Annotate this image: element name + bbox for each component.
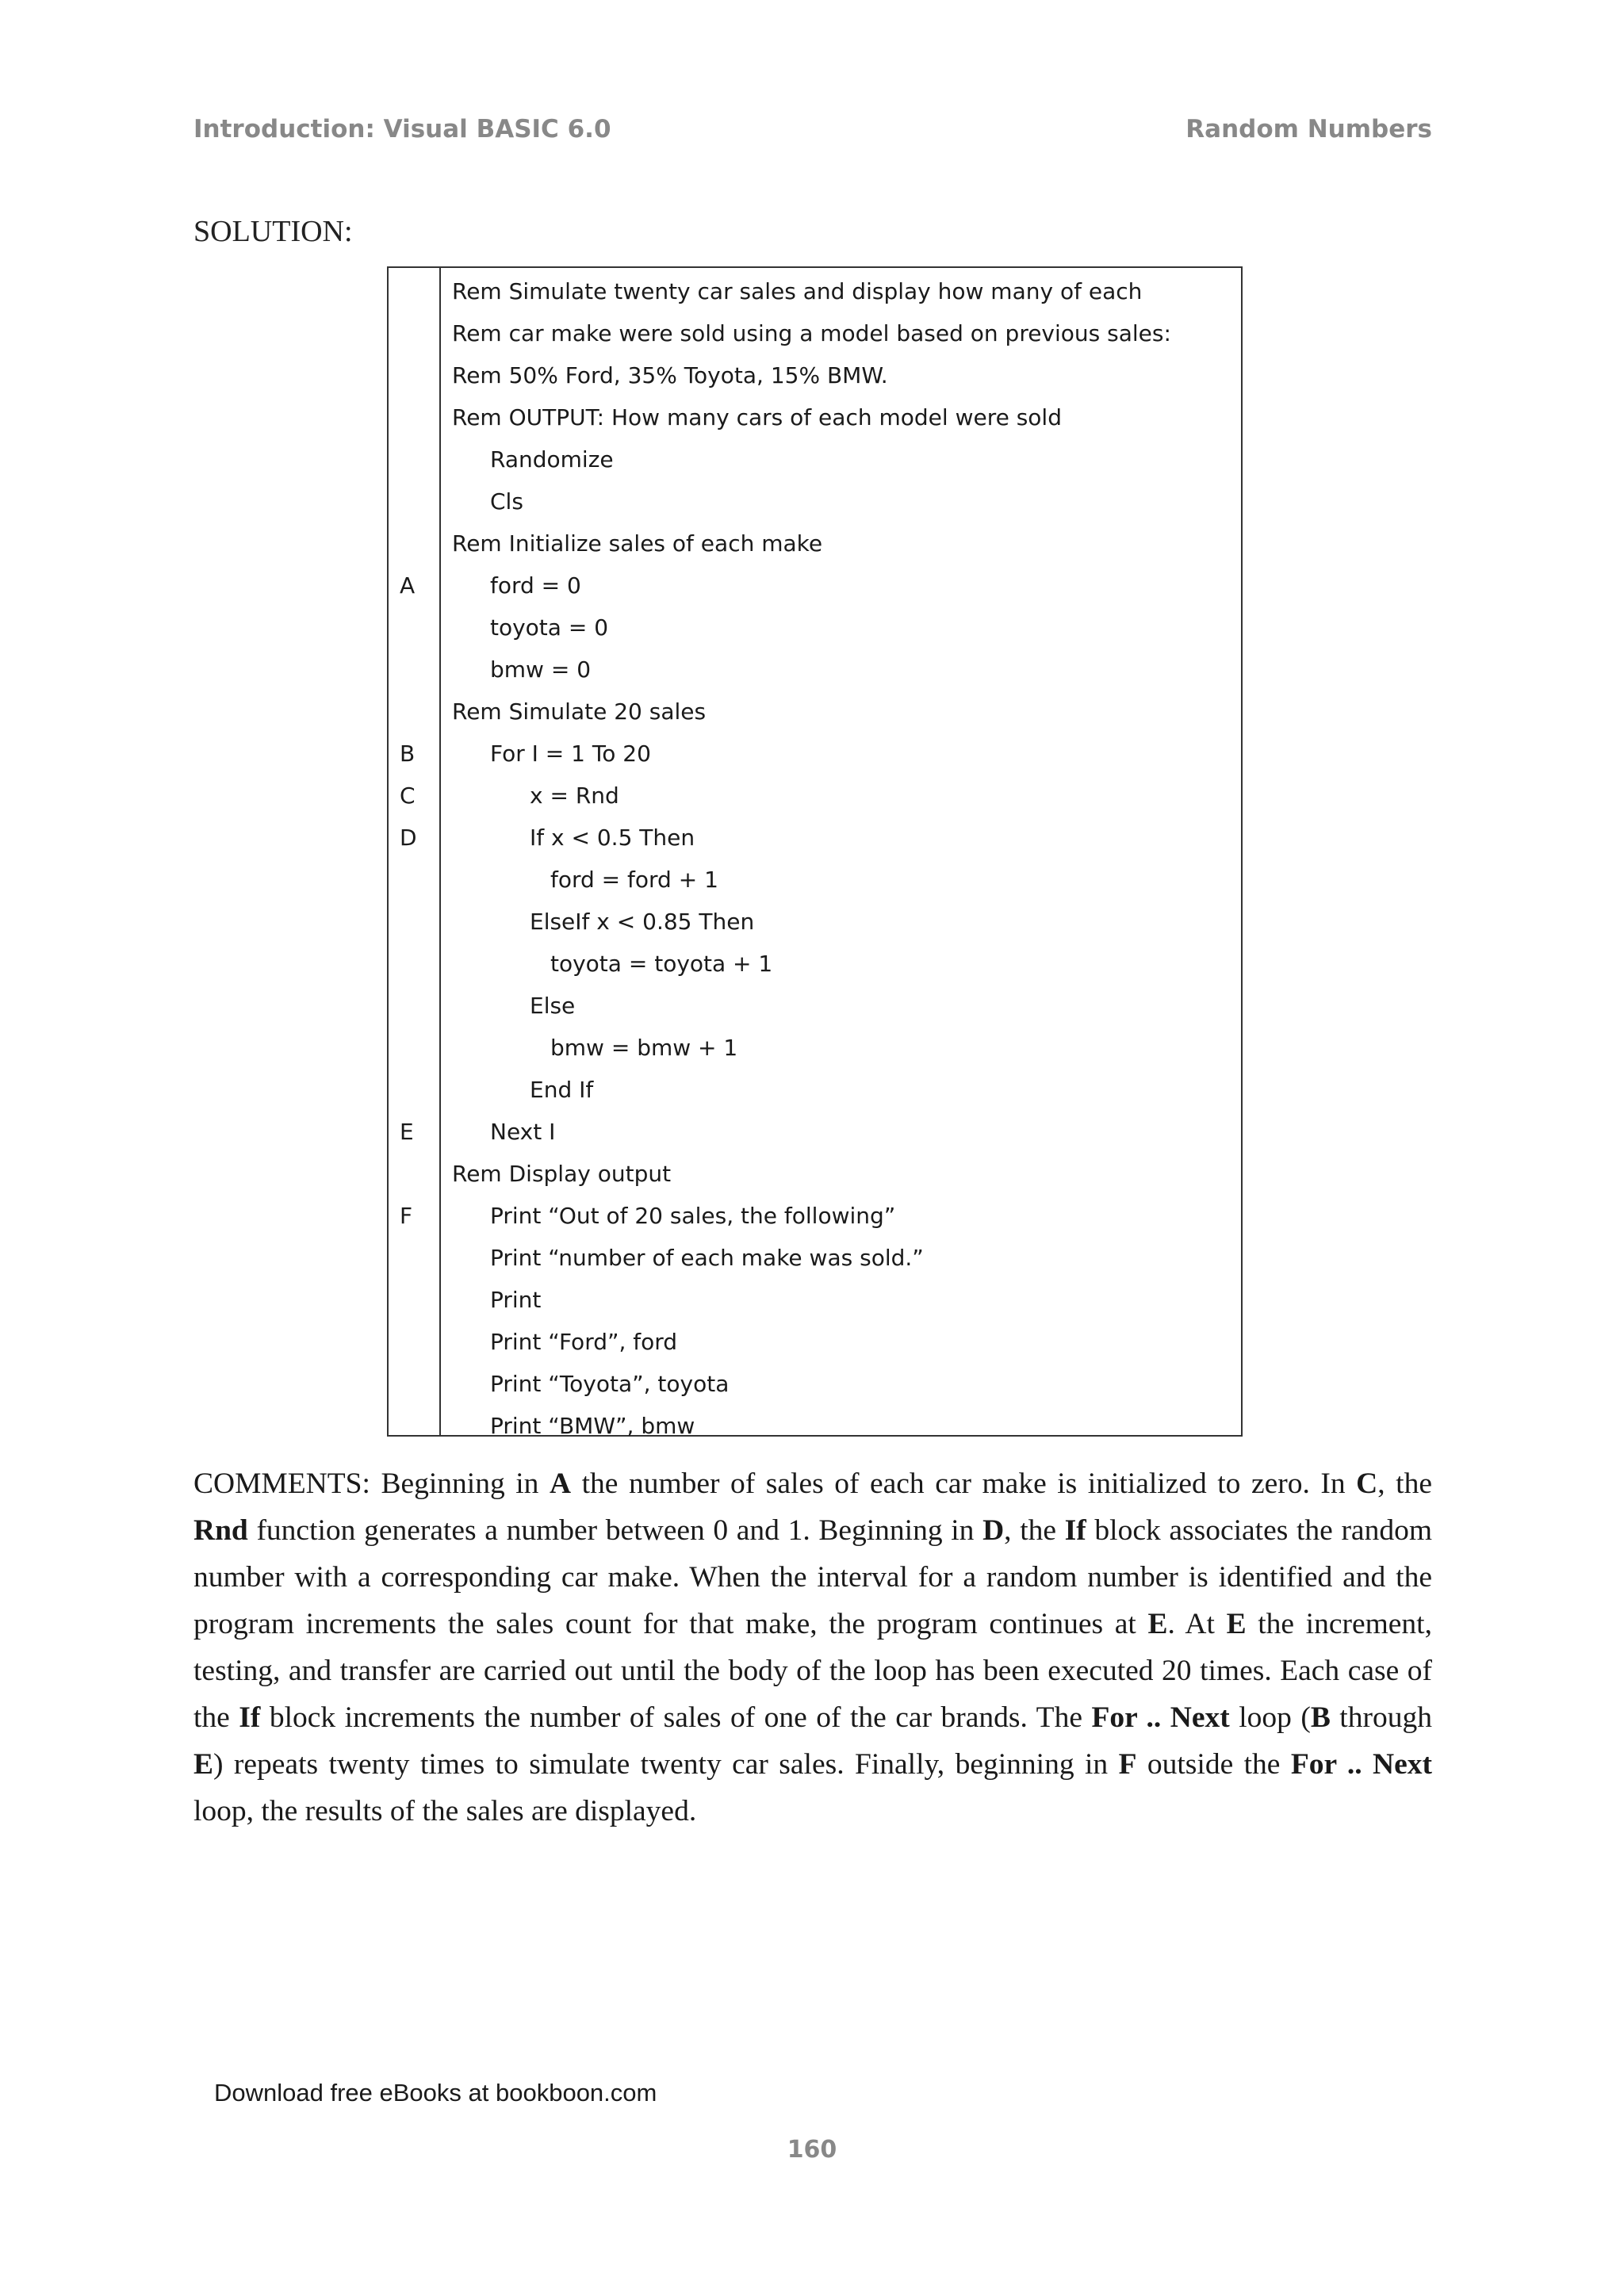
code-line [389,859,1241,901]
code-line-label: A [400,572,416,599]
code-line [389,396,1241,438]
comment-text: the increment, testing, and transfer are carried out until the body of the loop has been executed 20 times. Each case of the [193,1608,1432,1734]
code-line [389,1195,1241,1237]
code-line [389,354,1241,396]
code-line-text: bmw = bmw + 1 [550,1035,738,1061]
comment-text: , the [1377,1468,1432,1500]
code-line [389,1153,1241,1195]
code-line-text: bmw = 0 [490,656,592,683]
code-line-text: Cls [490,488,523,515]
comment-keyword: E [193,1748,214,1781]
comment-text: . At [1167,1608,1227,1640]
code-line-text: Print “Ford”, ford [490,1329,678,1355]
code-line [389,1237,1241,1279]
code-line [389,985,1241,1027]
code-line [389,607,1241,649]
code-line-text: Print “Toyota”, toyota [490,1371,730,1397]
code-listing [387,266,1243,1437]
running-head-title: Introduction: Visual BASIC 6.0 [193,115,611,144]
code-line-text: Rem car make were sold using a model based on previous sales: [452,320,1171,346]
code-line-text: Randomize [490,446,614,473]
comment-text: outside the [1136,1748,1291,1781]
comment-keyword: E [1226,1608,1247,1640]
code-line-text: Rem Simulate 20 sales [452,698,707,725]
code-line [389,480,1241,522]
code-line-text: ElseIf x < 0.85 Then [530,909,755,935]
code-line-text: Else [530,993,576,1019]
code-line-text: ford = ford + 1 [550,867,718,893]
code-line [389,649,1241,691]
comment-keyword: If [239,1701,261,1734]
code-line [389,817,1241,859]
code-line-text: Print “number of each make was sold.” [490,1245,924,1271]
code-line-label: E [400,1119,414,1145]
code-line-text: Print [490,1287,542,1313]
comment-text: function generates a number between 0 and 1. Beginning in [247,1514,983,1547]
comment-text: COMMENTS: Beginning in [193,1468,550,1500]
code-line [389,1363,1241,1405]
code-line-text: x = Rnd [530,783,619,809]
code-line [389,943,1241,985]
code-line-text: Rem Display output [452,1161,672,1187]
code-line [389,1321,1241,1363]
code-line [389,775,1241,817]
comment-keyword: A [549,1468,572,1500]
comment-text: block associates the random number with a corresponding car make. When the interval for a random number is identified and the program increments the sales count for that make, the program continues at [193,1514,1432,1640]
code-line-text: Rem Simulate twenty car sales and display how many of each [452,278,1143,304]
code-line-text: toyota = 0 [490,614,609,641]
code-line-text: Next I [490,1119,556,1145]
code-line [389,901,1241,943]
code-line [389,522,1241,564]
code-line [389,438,1241,480]
code-line [389,1279,1241,1321]
code-line-text: If x < 0.5 Then [530,825,695,851]
code-line [389,564,1241,607]
comment-text: loop, the results of the sales are displayed. [193,1795,697,1827]
comment-text: the number of sales of each car make is initialized to zero. In [571,1468,1357,1500]
code-line-text: Rem Initialize sales of each make [452,530,823,557]
code-line-text: Rem 50% Ford, 35% Toyota, 15% BMW. [452,362,888,388]
page-number: 160 [787,2136,837,2164]
code-line [389,691,1241,733]
comment-keyword: C [1356,1468,1378,1500]
code-line-label: D [400,825,417,851]
comment-text: through [1330,1701,1432,1734]
comment-keyword: E [1147,1608,1168,1640]
code-line [389,312,1241,354]
code-line-text: toyota = toyota + 1 [550,951,773,977]
code-line-label: F [400,1203,413,1229]
comments-paragraph [193,1460,1432,1835]
comment-text: , the [1004,1514,1065,1547]
bookboon-download-link[interactable]: Download free eBooks at bookboon.com [214,2079,657,2107]
comment-text: loop ( [1229,1701,1311,1734]
comment-keyword: D [982,1514,1005,1547]
code-line-text: End If [530,1077,594,1103]
code-line [389,1027,1241,1069]
code-line-label: C [400,783,416,809]
comment-text: ) repeats twenty times to simulate twenty car sales. Finally, beginning in [213,1748,1119,1781]
code-line [389,270,1241,312]
comment-keyword: B [1310,1701,1331,1734]
code-line [389,1111,1241,1153]
comment-keyword: If [1064,1514,1086,1547]
code-line-text: Print “Out of 20 sales, the following” [490,1203,896,1229]
comment-text: block increments the number of sales of one of the car brands. The [260,1701,1092,1734]
code-line [389,1405,1241,1447]
code-line [389,1069,1241,1111]
comment-keyword: For .. Next [1091,1701,1230,1734]
code-line [389,733,1241,775]
code-line-text: For I = 1 To 20 [490,740,651,767]
comment-keyword: F [1118,1748,1137,1781]
comment-keyword: For .. Next [1290,1748,1432,1781]
solution-heading: SOLUTION: [193,215,353,248]
code-line-text: Rem OUTPUT: How many cars of each model were sold [452,404,1062,430]
comment-keyword: Rnd [193,1514,248,1547]
code-line-label: B [400,740,416,767]
code-line-text: Print “BMW”, bmw [490,1413,695,1439]
running-head-chapter: Random Numbers [1185,115,1432,144]
code-line-text: ford = 0 [490,572,581,599]
